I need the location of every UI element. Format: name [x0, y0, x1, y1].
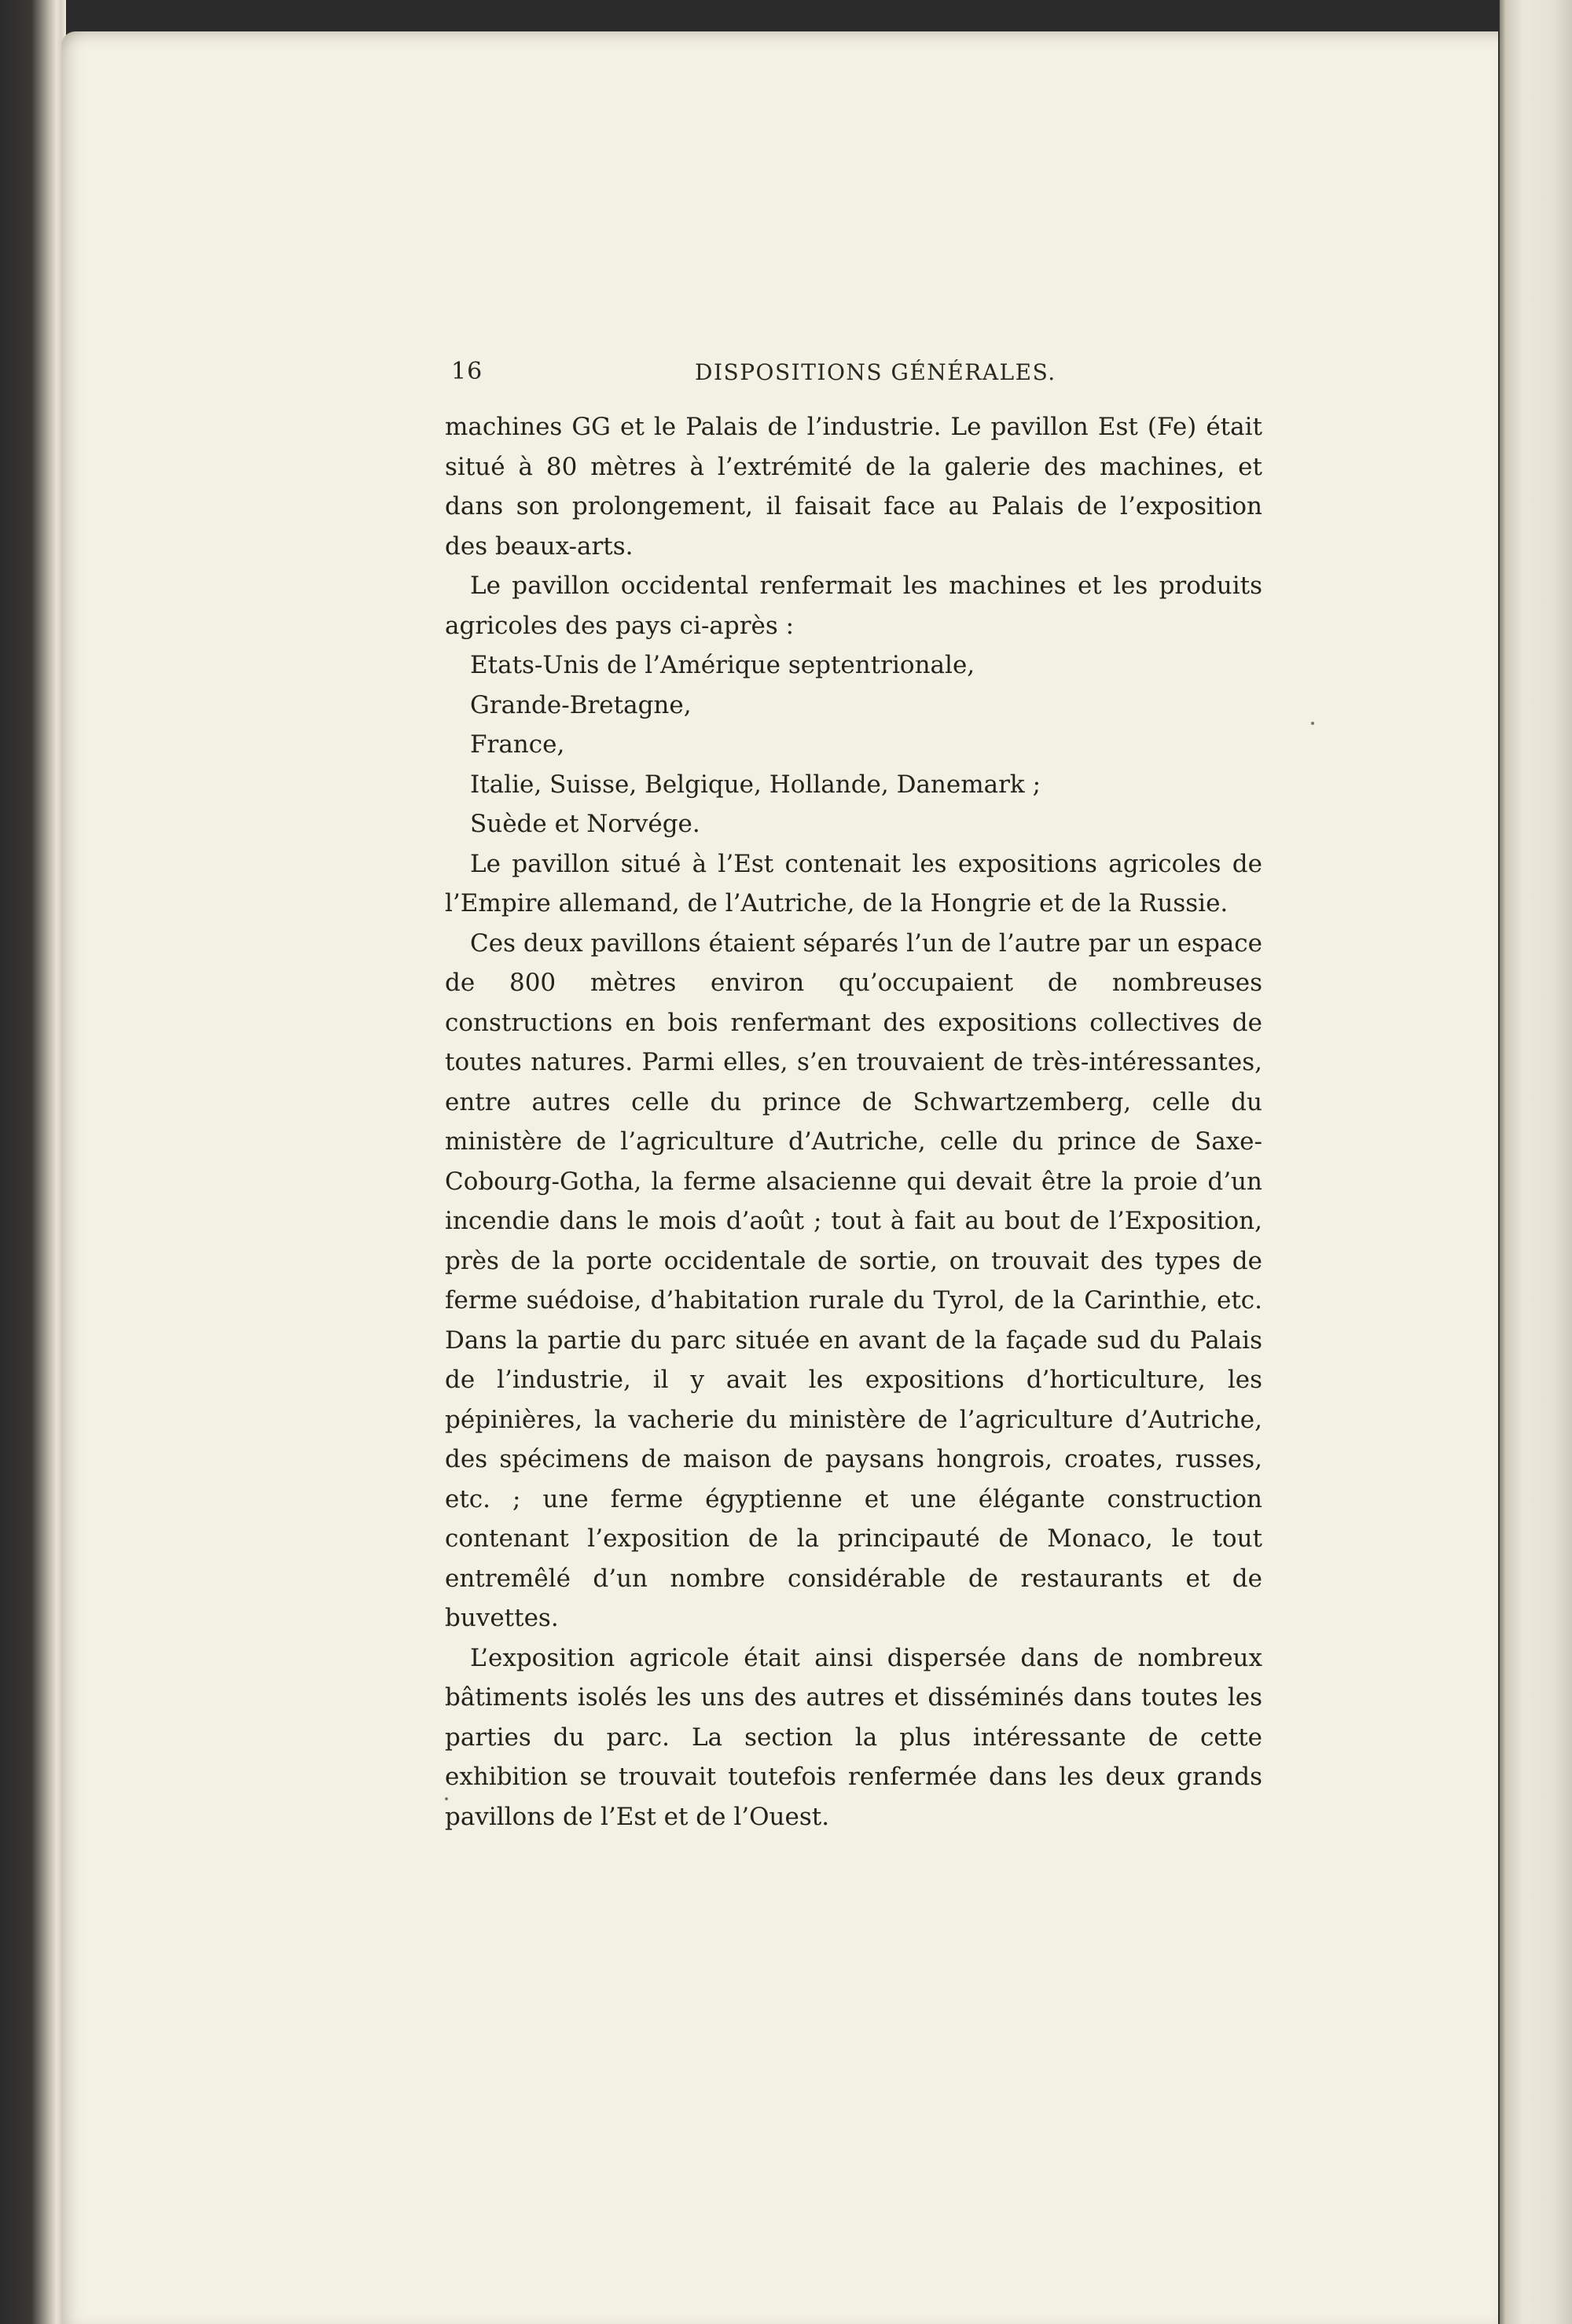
next-page-edge: [1500, 0, 1572, 2324]
paragraph: L’exposition agricole était ainsi dispersée dans de nombreux bâtiments isolés les uns des autres et disséminés dans toutes les parties du parc. La section la plus intéressante de cette exhibition se trouvait toutefois renfermée dans les deux grands pavillons de l’Est et de l’Ouest.: [445, 1643, 1262, 1831]
country-list-item: Grande-Bretagne,: [470, 690, 692, 719]
paper-speck: [1311, 722, 1314, 725]
scan-left-edge: [0, 0, 66, 2324]
body-text: [445, 407, 1262, 1837]
paragraph: Le pavillon occidental renfermait les machines et les produits agricoles des pays ci-après :: [445, 572, 1262, 640]
country-list-item: Suède et Norvége.: [470, 810, 700, 838]
paragraph: machines GG et le Palais de l’industrie. Le pavillon Est (Fe) était situé à 80 mètres à l’extrémité de la galerie des machines, et dans son prolongement, il faisait face au Palais de l’exposition des beaux-arts.: [445, 413, 1262, 561]
page-header: [451, 358, 1261, 389]
running-title: DISPOSITIONS GÉNÉRALES.: [695, 359, 1056, 385]
paragraph: Ces deux pavillons étaient séparés l’un de l’autre par un espace de 800 mètres environ qu’occupaient de nombreuses constructions en bois renfermant des expositions collectives de toutes natures. Parmi elles, s’en trouvaient de très-intéressantes, entre autres celle du prince de Schwartzemberg, celle du ministère de l’agriculture d’Autriche, celle du prince de Saxe-Cobourg-Gotha, la ferme alsacienne qui devait être la proie d’un incendie dans le mois d’août ; tout à fait au bout de l’Exposition, près de la porte occidentale de sortie, on trouvait des types de ferme suédoise, d’habitation rurale du Tyrol, de la Carinthie, etc. Dans la partie du parc située en avant de la façade sud du Palais de l’industrie, il y avait les expositions d’horticulture, les pépinières, la vacherie du ministère de l’agriculture d’Autriche, des spécimens de maison de paysans hongrois, croates, russes, etc. ; une ferme égyptienne et une élégante construction contenant l’exposition de la principauté de Monaco, le tout entremêlé d’un nombre considérable de restaurants et de buvettes.: [445, 928, 1262, 1632]
page-number: 16: [451, 358, 483, 385]
country-list-item: Etats-Unis de l’Amérique septentrionale,: [470, 651, 975, 679]
country-list-item: France,: [470, 730, 565, 759]
country-list-item: Italie, Suisse, Belgique, Hollande, Danemark ;: [470, 770, 1041, 799]
paragraph: Le pavillon situé à l’Est contenait les expositions agricoles de l’Empire allemand, de l’Autriche, de la Hongrie et de la Russie.: [445, 849, 1262, 917]
